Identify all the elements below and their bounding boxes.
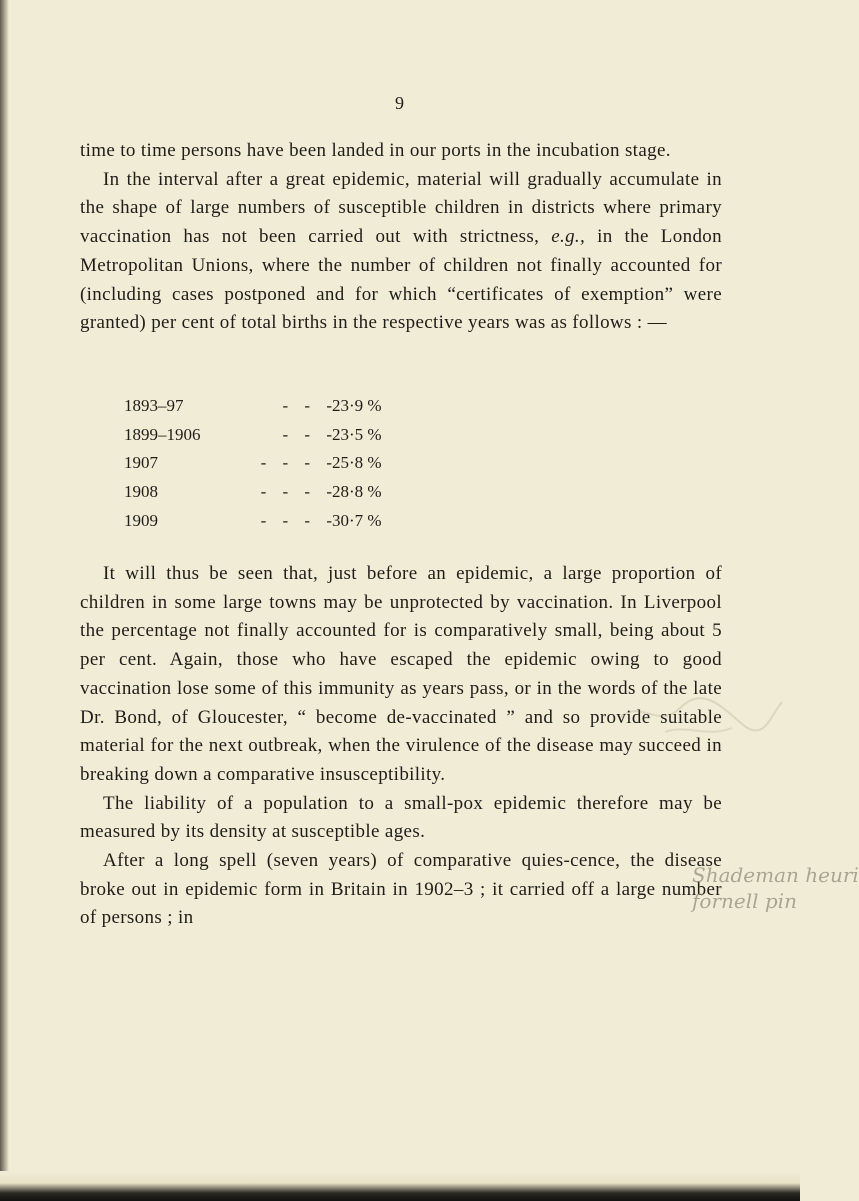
paragraph-3: It will thus be seen that, just before an epidemic, a large proportion of children in some large towns may be unprotected by vaccination. In Liverpool the percentage not finally accounted for is comparatively small, being about 5 per cent. Again, those who have escaped the epidemic owing to good vaccination lose some of this immunity as years pass, or in the words of the late Dr. Bond, of Gloucester, “ become de-vaccinated ” and so provide suitable material for the next outbreak, when the virulence of the disease may succeed in breaking down a comparative insusceptibility.	[80, 563, 722, 785]
page-number: 9	[395, 93, 404, 113]
intro-text	[80, 137, 722, 338]
bleed-through-scribble	[610, 680, 790, 750]
table-value: 23·9 %	[332, 396, 382, 415]
paragraph-2-end: in the London Metropolitan Unions, where the number of children not finally accounted for (including cases postponed and for which “certificates of exemption” were granted) per cent of total births in the respective years was as follows : —	[80, 226, 722, 334]
table-leader: - - -	[282, 396, 332, 415]
table-row	[124, 507, 484, 536]
eg-abbreviation: e.g.,	[551, 226, 586, 248]
table-value: 25·8 %	[332, 453, 382, 473]
margin-note-line: Shademan heuri	[692, 863, 859, 887]
table-leader: - - - -	[260, 482, 332, 502]
pencil-margin-note	[692, 862, 859, 922]
paragraph-2-start: In the interval after a great epidemic, material will gradually accumulate in the shape of large numbers of susceptible children in districts where primary vaccination has not been carried out with strictness,	[80, 168, 722, 248]
bleed-through-marks	[610, 680, 790, 750]
paragraph-1: time to time persons have been landed in our ports in the incubation stage.	[80, 140, 671, 161]
page-bottom-edge	[0, 1171, 800, 1201]
page-left-edge	[0, 0, 9, 1201]
table-value: 30·7 %	[332, 510, 382, 530]
table-year: 1909	[124, 510, 158, 530]
table-value: 28·8 %	[332, 482, 382, 502]
table-row	[124, 478, 484, 507]
table-leader: - - -	[282, 424, 332, 444]
table-row	[124, 421, 484, 450]
table-year: 1907	[124, 453, 158, 473]
table-value: 23·5 %	[332, 424, 382, 444]
paragraph-5: After a long spell (seven years) of comparative quies-cence, the disease broke out in epidemic form in Britain in 1902–3 ; it carried off a large number of persons ; in	[80, 850, 722, 929]
paragraph-4: The liability of a population to a small-pox epidemic therefore may be measured by its density at susceptible ages.	[80, 792, 722, 843]
table-leader: - - - -	[260, 510, 332, 530]
paragraph-2	[80, 166, 722, 338]
table-leader: - - - -	[260, 453, 332, 473]
table-year: 1893–97	[124, 396, 184, 415]
table-row	[124, 392, 484, 421]
table-year: 1908	[124, 482, 158, 502]
vaccination-table	[124, 392, 484, 535]
table-year: 1899–1906	[124, 424, 201, 444]
margin-note-line: fornell pin	[692, 889, 797, 913]
table-row	[124, 449, 484, 478]
